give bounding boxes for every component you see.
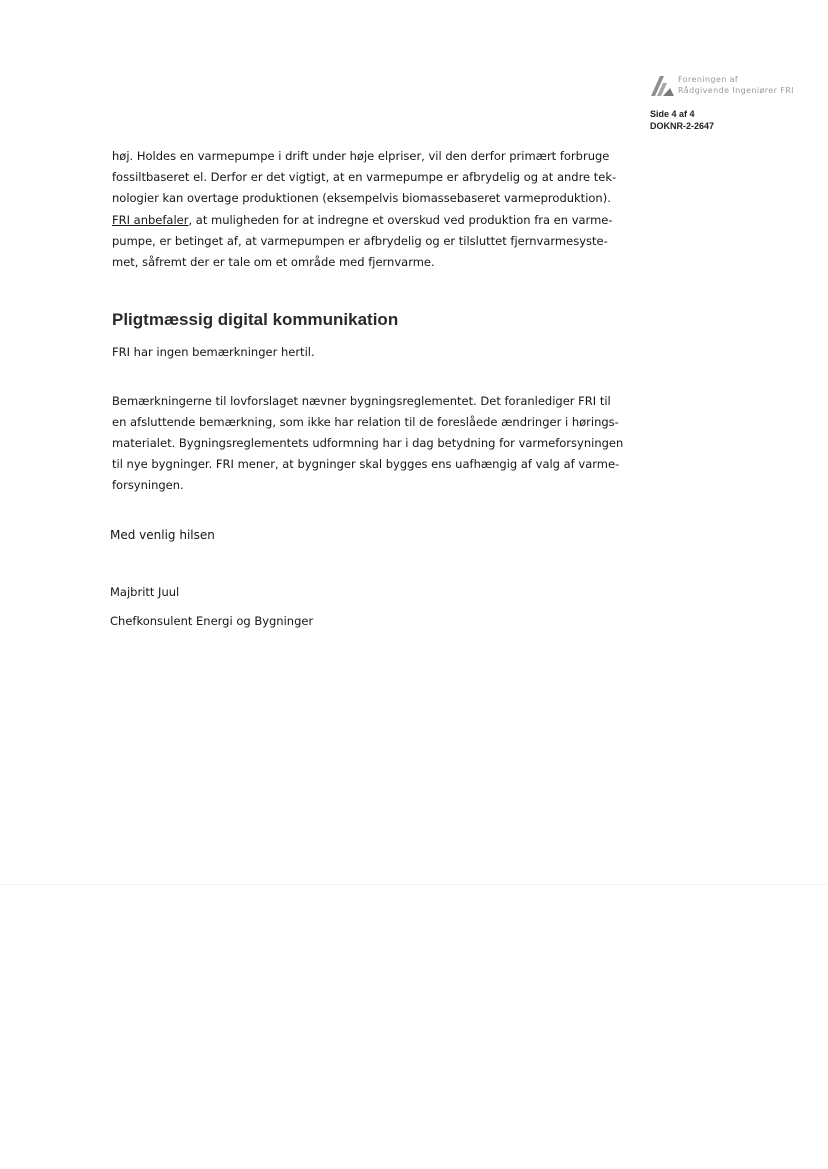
page-number: Side 4 af 4 <box>650 109 695 119</box>
text-line <box>112 210 642 231</box>
paragraph-recommendation <box>112 210 642 273</box>
text-line: materialet. Bygningsreglementets udformning har i dag betydning for varmeforsyningen <box>112 436 624 450</box>
text-line: met, såfremt der er tale om et område med fjernvarme. <box>112 255 435 269</box>
fri-logo <box>650 72 810 100</box>
paragraph-building-regulations <box>112 391 642 496</box>
paragraph-no-remarks <box>112 342 642 363</box>
fri-logo-icon <box>650 72 676 98</box>
text-line: en afsluttende bemærkning, som ikke har relation til de foreslåede ændringer i hørings- <box>112 415 619 429</box>
text-line: nologier kan overtage produktionen (eksempelvis biomassebaseret varmeproduktion). <box>112 191 611 205</box>
logo-text <box>678 74 794 96</box>
text-line: til nye bygninger. FRI mener, at bygninger skal bygges ens uafhængig af valg af varme- <box>112 457 620 471</box>
paragraph-heat-pump <box>112 146 642 209</box>
text-line: forsyningen. <box>112 478 184 492</box>
document-number: DOKNR-2-2647 <box>650 121 715 131</box>
text-line: FRI har ingen bemærkninger hertil. <box>112 345 315 359</box>
document-meta <box>650 108 714 132</box>
text-line: fossiltbaseret el. Derfor er det vigtigt, at en varmepumpe er afbrydelig og at andre tek- <box>112 170 617 184</box>
closing-greeting: Med venlig hilsen <box>110 528 215 542</box>
recommendation-lead: FRI anbefaler <box>112 213 189 227</box>
signer-title: Chefkonsulent Energi og Bygninger <box>110 614 314 628</box>
signer-name: Majbritt Juul <box>110 585 180 599</box>
scan-artifact-line <box>0 884 828 885</box>
section-heading: Pligtmæssig digital kommunikation <box>112 310 399 329</box>
text-line: Bemærkningerne til lovforslaget nævner bygningsreglementet. Det foranlediger FRI til <box>112 394 611 408</box>
text-line: pumpe, er betinget af, at varmepumpen er afbrydelig og er tilsluttet fjernvarmesyste- <box>112 234 608 248</box>
text-line: høj. Holdes en varmepumpe i drift under høje elpriser, vil den derfor primært forbruge <box>112 149 610 163</box>
recommendation-line-1: , at muligheden for at indregne et overskud ved produktion fra en varme- <box>188 213 613 227</box>
logo-line-1: Foreningen af <box>678 75 739 84</box>
logo-line-2: Rådgivende Ingeniører FRI <box>678 86 794 95</box>
